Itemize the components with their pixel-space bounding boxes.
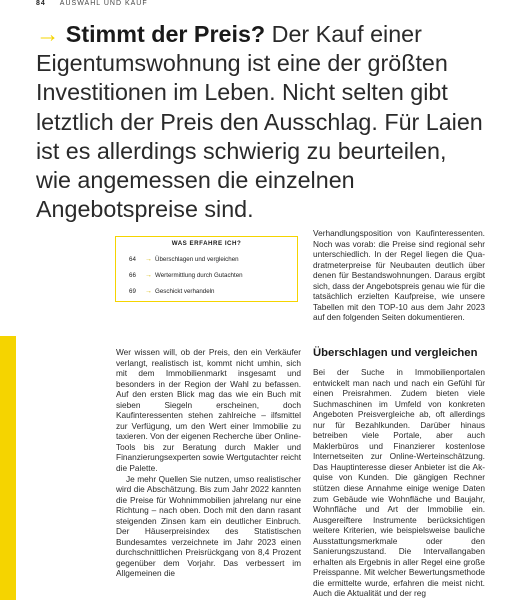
arrow-right-icon: → — [36, 21, 60, 47]
toc-title-wrap — [116, 232, 297, 250]
intro-text: Der Kauf einer Eigentumswohnung ist eine der größten Investitionen im Leben. Nicht selten gibt letztlich der Preis den Ausschlag. Für Laien ist es allerdings schwierig zu beurteilen, wie angemessen die einzelnen Angebotspreise sind. — [36, 21, 483, 223]
toc-item[interactable] — [129, 251, 291, 267]
body-column-right-top — [313, 228, 485, 323]
body-paragraph: Verhandlungsposition von Kaufinteressenten. Noch was vorab: die Preise sind regional sehr unterschiedlich. In der Regel liegen die Quadratmeterpreise für Neubauten deutlich über denen für Bestandswohnungen. Daraus ergibt sich, dass der Angebotspreis genau wie für die tatsächlich erzielten Kaufpreise, wie unsere Tabellen mit den TOP-10 aus dem Jahr 2023 auf den folgenden Seiten dokumentieren. — [313, 228, 485, 323]
arrow-right-icon: → — [145, 255, 152, 263]
toc-page-number: 66 — [129, 271, 136, 279]
toc-box — [115, 236, 298, 302]
page-number: 84 — [36, 0, 46, 7]
running-head — [36, 0, 148, 8]
section-title: AUSWAHL UND KAUF — [59, 0, 148, 7]
yellow-margin-bar — [0, 336, 16, 600]
body-paragraph: Bei der Suche in Immobilienportalen entwickelt man nach und nach ein Gefühl für einen Preisrahmen. Zudem bieten viele Suchmaschinen im Umfeld von konkreten Angeboten Preisvergleiche ab, oft allerdings nur für Bezahlkunden. Darüber hinaus betreiben viele Portale, aber auch Maklerbüros und Finanzierer kostenlose Internetseiten zur Online-Werteinschätzung. Das Hauptinteresse dieser Anbieter ist die Akquise von Kunden. Die gängigen Rechner stützen diese Annahme einige wenige Daten zum Gebäude wie Wohnfläche und Baujahr, Wohnfläche und Art der Immobilie ein. Ausgereiftere Instrumente berücksichtigen weitere Kriterien, wie beispielsweise bauliche Ausstattungsmerkmale oder den Sanierungszustand. Die Intervallangaben erhalten als Ergebnis in aller Regel eine große Preisspanne. Mit welcher Bewertungsmethode die ermittelte wurde, erfahren die meist nicht. Auch die Aktualität und der reg — [313, 367, 485, 599]
toc-item[interactable] — [129, 283, 291, 299]
intro-lead: Stimmt der Preis? — [65, 21, 266, 47]
toc-item-label: Wertermittlung durch Gutachten — [155, 271, 243, 279]
body-column-left — [116, 347, 301, 579]
toc-item[interactable] — [129, 267, 291, 283]
intro-paragraph — [36, 20, 484, 224]
body-paragraph: Je mehr Quellen Sie nutzen, umso realistischer wird die Abschätzung. Bis zum Jahr 2022 kannten die Preise für Wohnimmobilien jahrelang nur eine Richtung – nach oben. Doch mit den dann rasant steigenden Zinsen kam ein deutlicher Einbruch. Der Häuserpreisindex des Statistischen Bundesamtes verzeichnete im Jahr 2023 einen durchschnittlichen Preisrückgang von 8,4 Prozent gegenüber dem Vorjahr. Das verbessert im Allgemeinen die — [116, 473, 301, 579]
toc-page-number: 69 — [129, 287, 136, 295]
arrow-right-icon: → — [145, 271, 152, 279]
body-column-right-bottom — [313, 367, 485, 599]
toc-title: WAS ERFAHRE ICH? — [167, 240, 247, 247]
toc-item-label: Geschickt verhandeln — [155, 287, 215, 295]
section-heading: Überschlagen und vergleichen — [313, 347, 478, 359]
toc-item-label: Überschlagen und vergleichen — [155, 255, 239, 263]
arrow-right-icon: → — [145, 287, 152, 295]
toc-list — [129, 251, 291, 299]
body-paragraph: Wer wissen will, ob der Preis, den ein Verkäufer verlangt, realistisch ist, kommt nicht umhin, sich mit dem Immobilienmarkt insgesamt und besonders in der Region der Wahl zu befassen. Auf den ersten Blick mag das wie ein Buch mit sieben Siegeln erscheinen, doch Kaufinteressenten stehen zahlreiche – ilfsmittel zur Verfügung, um den Wert einer Immobilie zu taxieren. Von der eigenen Recherche über Online-Tools bis zur Beratung durch Makler und Finanzierungsexperten sowie Wertgutachter reicht die Palette. — [116, 347, 301, 474]
toc-page-number: 64 — [129, 255, 136, 263]
